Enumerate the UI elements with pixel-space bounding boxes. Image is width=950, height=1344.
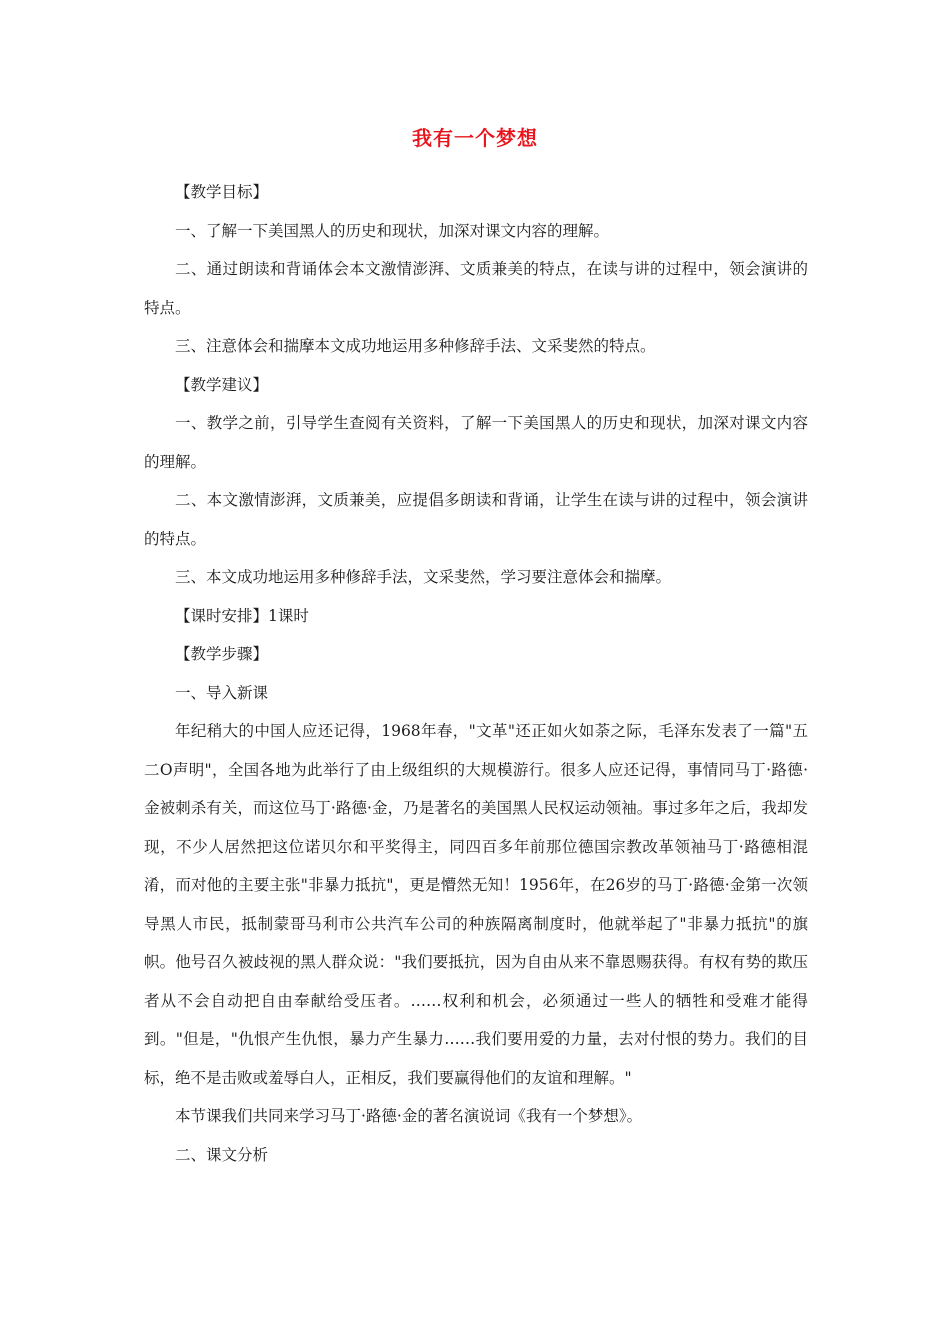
subheading: 二、课文分析 bbox=[175, 1145, 269, 1164]
document-body bbox=[144, 173, 808, 1174]
section-heading-class-hours: 【课时安排】1课时 bbox=[175, 606, 309, 625]
subheading: 一、导入新课 bbox=[175, 683, 269, 702]
paragraph: 三、注意体会和揣摩本文成功地运用多种修辞手法、文采斐然的特点。 bbox=[175, 337, 656, 355]
section-heading-teaching-steps: 【教学步骤】 bbox=[175, 645, 269, 663]
document-title: 我有一个梦想 bbox=[412, 126, 538, 150]
paragraph: 二、通过朗读和背诵体会本文激情澎湃、文质兼美的特点，在读与讲的过程中，领会演讲的特点。 bbox=[144, 260, 808, 317]
section-heading-teaching-suggestions: 【教学建议】 bbox=[175, 375, 269, 394]
paragraph: 一、了解一下美国黑人的历史和现状，加深对课文内容的理解。 bbox=[175, 221, 610, 240]
section-heading-teaching-goals: 【教学目标】 bbox=[175, 183, 269, 201]
paragraph: 年纪稍大的中国人应还记得，1968年春，"文革"还正如火如荼之际，毛泽东发表了一篇"五二O声明"，全国各地为此举行了由上级组织的大规模游行。很多人应还记得，事情同马丁·路德·金被刺杀有关，而这位马丁·路德·金，乃是著名的美国黑人民权运动领袖。事过多年之后，我却发现，不少人居然把这位诺贝尔和平奖得主，同四百多年前那位德国宗教改革领袖马丁·路德相混淆，而对他的主要主张"非暴力抵抗"，更是懵然无知！1956年，在26岁的马丁·路德·金第一次领导黑人市民，抵制蒙哥马利市公共汽车公司的种族隔离制度时，他就举起了"非暴力抵抗"的旗帜。他号召久被歧视的黑人群众说："我们要抵抗，因为自由从来不靠恩赐获得。有权有势的欺压者从不会自动把自由奉献给受压者。……权利和机会，必须通过一些人的牺牲和受难才能得到。"但是，"仇恨产生仇恨，暴力产生暴力……我们要用爱的力量，去对付恨的势力。我们的目标，绝不是击败或羞辱白人，正相反，我们要赢得他们的友谊和理解。" bbox=[144, 722, 808, 1087]
paragraph: 三、本文成功地运用多种修辞手法，文采斐然，学习要注意体会和揣摩。 bbox=[175, 568, 672, 586]
paragraph: 二、本文激情澎湃，文质兼美，应提倡多朗读和背诵，让学生在读与讲的过程中，领会演讲的特点。 bbox=[144, 491, 808, 548]
paragraph: 一、教学之前，引导学生查阅有关资料，了解一下美国黑人的历史和现状，加深对课文内容的理解。 bbox=[144, 414, 808, 471]
paragraph: 本节课我们共同来学习马丁·路德·金的著名演说词《我有一个梦想》。 bbox=[175, 1107, 643, 1125]
